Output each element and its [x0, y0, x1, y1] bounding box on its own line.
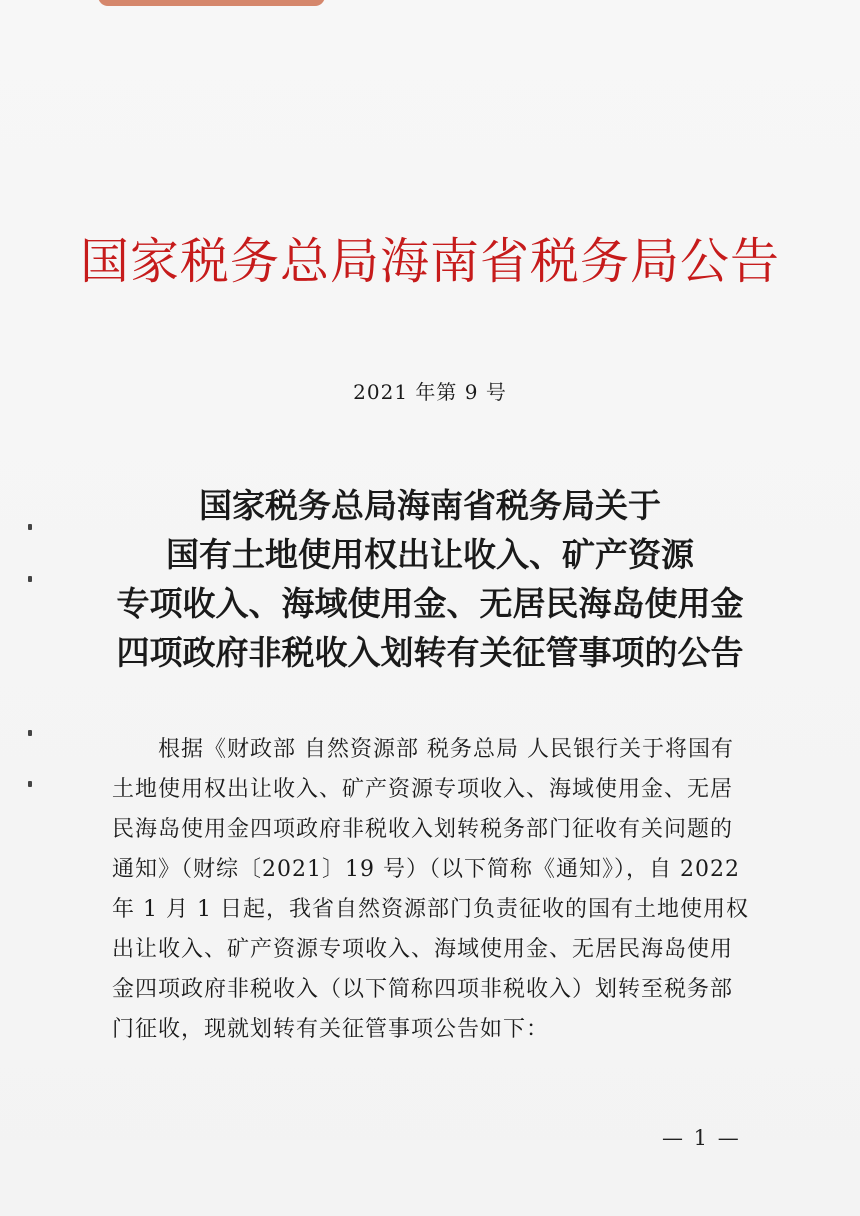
margin-mark [28, 730, 32, 736]
document-header-title: 国家税务总局海南省税务局公告 [79, 233, 780, 290]
subject-line: 国有土地使用权出让收入、矿产资源 [166, 535, 694, 574]
body-line: 土地使用权出让收入、矿产资源专项收入、海域使用金、无居 [112, 777, 734, 802]
margin-mark [28, 781, 32, 787]
body-line: 金四项政府非税收入（以下简称四项非税收入）划转至税务部 [112, 977, 734, 1002]
subject-line: 国家税务总局海南省税务局关于 [199, 486, 661, 525]
document-body [112, 730, 758, 1050]
body-line: 根据《财政部 自然资源部 税务总局 人民银行关于将国有 [112, 737, 734, 762]
body-line: 通知》（财综〔2021〕19 号）（以下简称《通知》），自 2022 [112, 857, 740, 882]
body-line: 年 1 月 1 日起，我省自然资源部门负责征收的国有土地使用权 [112, 897, 749, 922]
document-subject [0, 481, 860, 677]
page-number: — 1 — [662, 1126, 741, 1150]
top-red-mark [98, 0, 325, 6]
body-line: 民海岛使用金四项政府非税收入划转税务部门征收有关问题的 [112, 817, 734, 842]
body-line: 门征收，现就划转有关征管事项公告如下： [112, 1017, 550, 1042]
body-line: 出让收入、矿产资源专项收入、海域使用金、无居民海岛使用 [112, 937, 734, 962]
subject-line: 专项收入、海域使用金、无居民海岛使用金 [116, 584, 744, 623]
subject-line: 四项政府非税收入划转有关征管事项的公告 [116, 633, 744, 672]
document-number: 2021 年第 9 号 [353, 380, 507, 404]
